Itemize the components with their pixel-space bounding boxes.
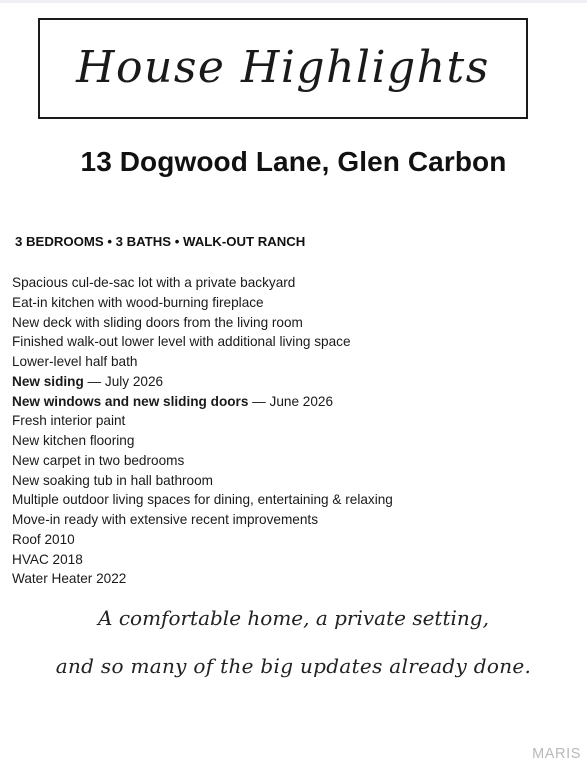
feature-list [12,273,393,589]
feature-item: Eat-in kitchen with wood-burning fireplace [12,294,264,310]
script-title-graphic [40,20,526,117]
feature-item: Fresh interior paint [12,413,126,429]
feature-item: New kitchen flooring [12,433,135,448]
maris-watermark: MARIS [532,746,581,762]
feature-item: New deck with sliding doors from the living room [12,314,303,330]
feature-item: Multiple outdoor living spaces for dining, entertaining & relaxing [12,492,393,508]
tagline-line-1: A comfortable home, a private setting, [98,606,489,630]
title-box [38,18,528,119]
feature-item: New windows and new sliding doors — June 2026 [12,393,334,409]
script-title: House Highlights [76,42,490,93]
feature-item: Lower-level half bath [12,354,138,369]
feature-item: HVAC 2018 [12,551,83,567]
feature-item: New soaking tub in hall bathroom [12,472,213,488]
feature-item: Finished walk-out lower level with additional living space [12,334,351,350]
feature-item: New siding — July 2026 [12,373,164,389]
feature-item: New carpet in two bedrooms [12,452,185,468]
tagline-line-2: and so many of the big updates already done. [55,654,532,678]
property-summary: 3 BEDROOMS • 3 BATHS • WALK-OUT RANCH [15,234,306,249]
top-band [0,0,587,3]
feature-item: Move-in ready with extensive recent improvements [12,512,318,527]
feature-item: Spacious cul-de-sac lot with a private backyard [12,275,296,290]
feature-item: Water Heater 2022 [12,571,127,587]
feature-item: Roof 2010 [12,531,75,547]
property-address: 13 Dogwood Lane, Glen Carbon [80,146,507,177]
